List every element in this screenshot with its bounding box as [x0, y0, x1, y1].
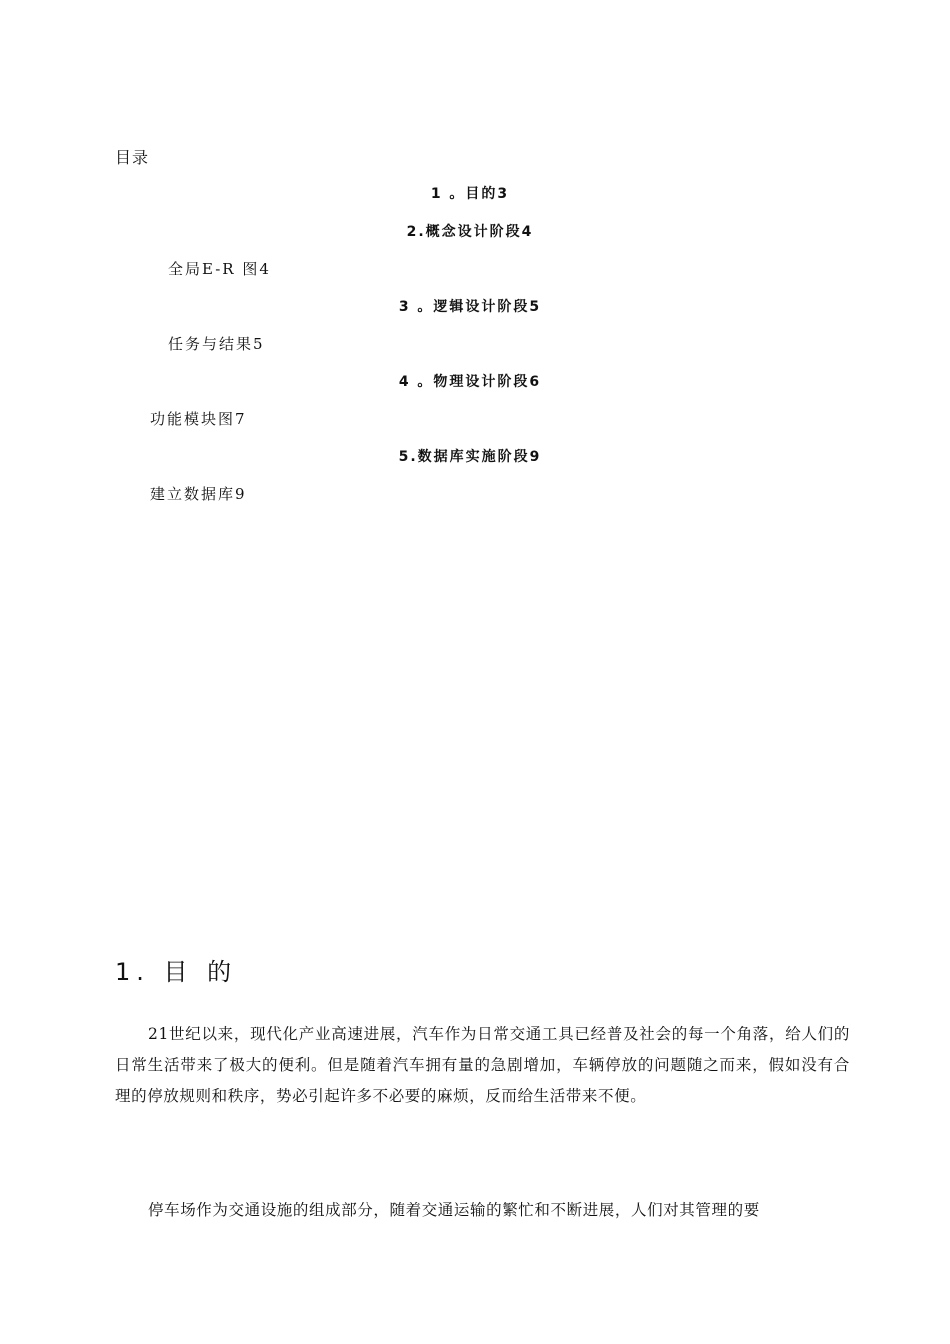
body-paragraph: 21世纪以来，现代化产业高速进展，汽车作为日常交通工具已经普及社会的每一个角落，给人们的日常生活带来了极大的便利。但是随着汽车拥有量的急剧增加，车辆停放的问题随之而来，假如没有合理的停放规则和秩序，势必引起许多不必要的麻烦，反而给生活带来不便。 [115, 1025, 850, 1105]
toc-entry-db-implementation[interactable]: 5.数据库实施阶段9 [398, 449, 542, 465]
toc-entry-concept-design[interactable]: 2.概念设计阶段4 [406, 224, 534, 240]
toc-entry-logical-design[interactable]: 3 。逻辑设计阶段5 [398, 299, 542, 315]
section-heading: 1. 目 的 [115, 958, 238, 986]
toc-entry-global-er[interactable]: 全局E-R 图4 [168, 260, 271, 278]
toc-entry-purpose[interactable]: 1 。目的3 [430, 186, 510, 202]
toc-entry-tasks-results[interactable]: 任务与结果5 [168, 335, 265, 353]
toc-title: 目录 [115, 148, 150, 167]
body-paragraph: 停车场作为交通设施的组成部分，随着交通运输的繁忙和不断进展，人们对其管理的要 [148, 1201, 760, 1219]
toc-entry-function-modules[interactable]: 功能模块图7 [150, 410, 247, 428]
toc-entry-physical-design[interactable]: 4 。物理设计阶段6 [398, 374, 542, 390]
toc-entry-build-db[interactable]: 建立数据库9 [150, 485, 247, 503]
